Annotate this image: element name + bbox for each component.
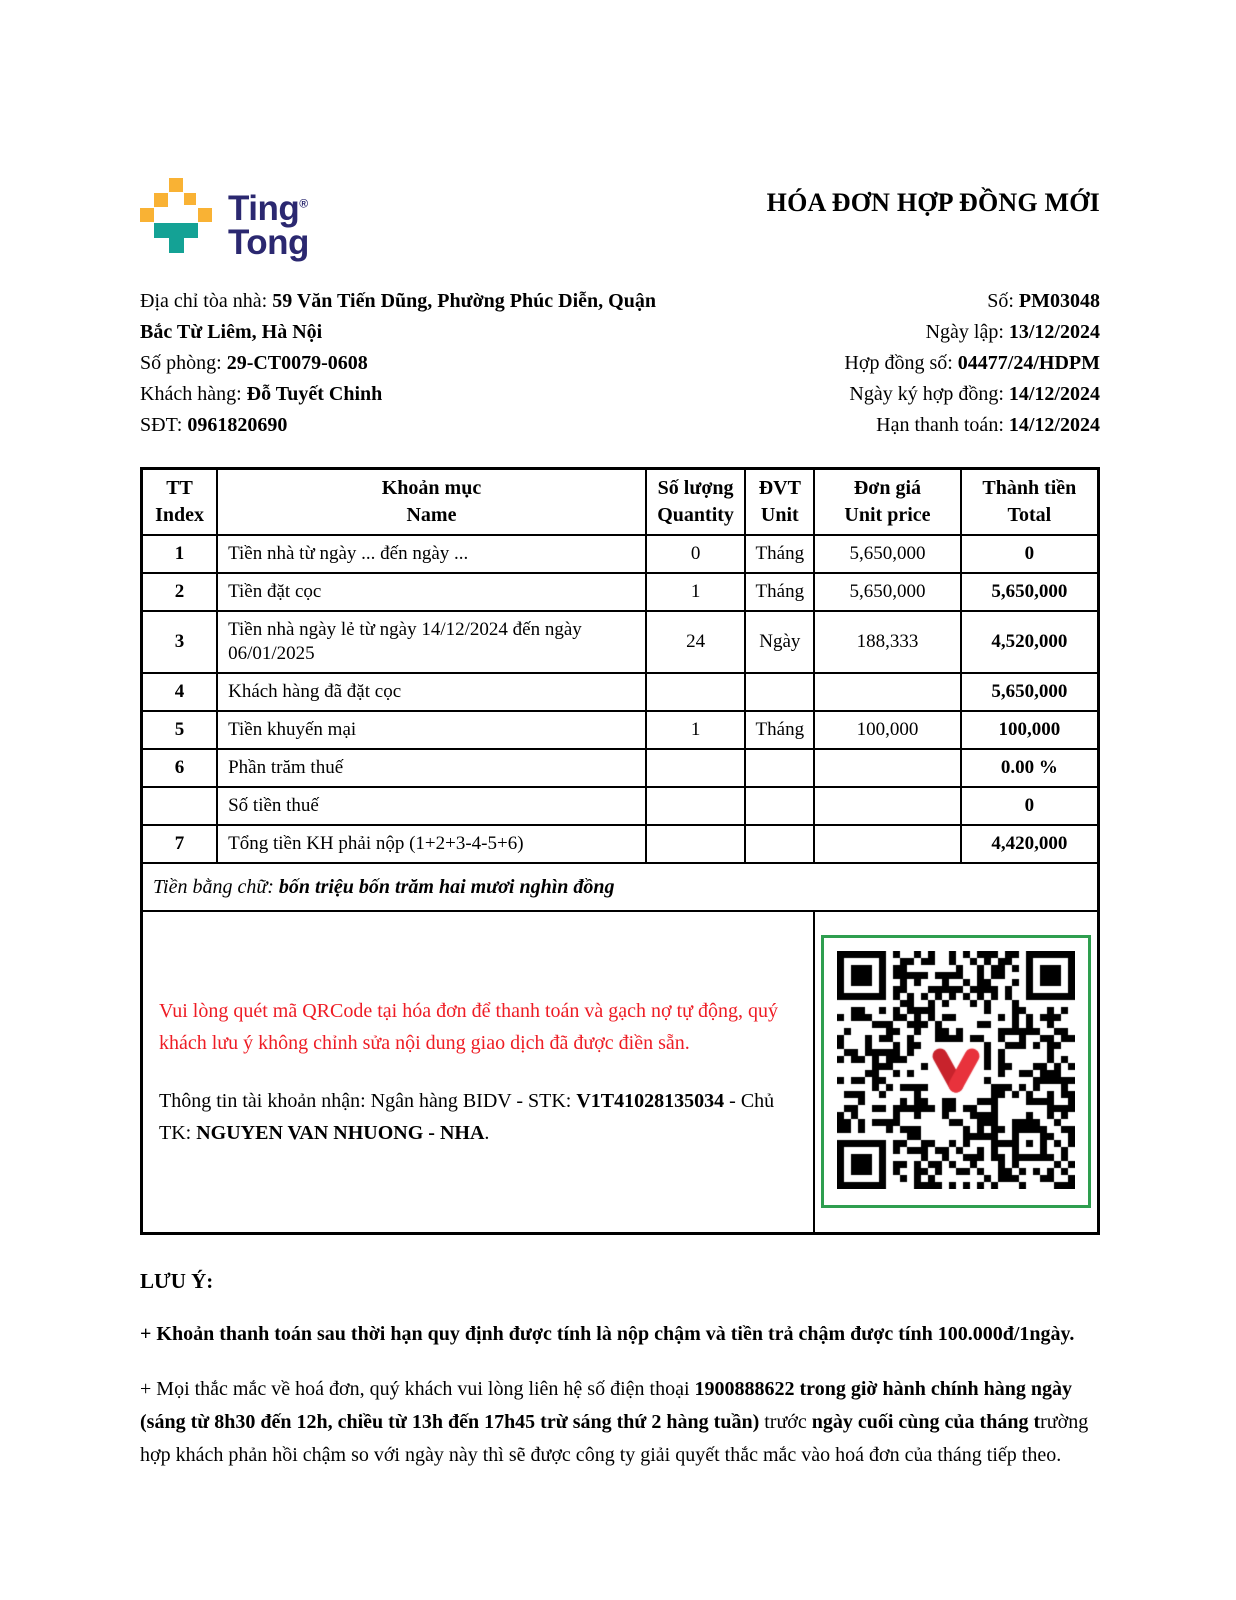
note-contact: + Mọi thắc mắc về hoá đơn, quý khách vui lòng liên hệ số điện thoại 1900888622 trong giờ hành chính hàng ngày (sáng từ 8h30 đến 12h, chiều từ 13h đến 17h45 trừ sáng thứ 2 hàng tuần) trước ngày cuối cùng của tháng trường hợp khách phản hồi chậm so với ngày này thì sẽ được công ty giải quyết thắc mắc vào hoá đơn của tháng tiếp theo. — [140, 1377, 1089, 1466]
col-header-index: TT Index — [142, 469, 218, 536]
payment-qr-code — [837, 951, 1075, 1189]
invoice-number-line: Số: PM03048 — [987, 290, 1100, 312]
table-row: 6 Phần trăm thuế 0.00 % — [142, 749, 1099, 787]
account-holder: NGUYEN VAN NHUONG - NHA — [196, 1121, 485, 1144]
qr-warning-text: Vui lòng quét mã QRCode tại hóa đơn để thanh toán và gạch nợ tự động, quý khách lưu ý không chỉnh sửa nội dung giao dịch đã được điền sẵn. — [159, 999, 779, 1054]
items-table — [140, 467, 1100, 1235]
payment-row — [142, 911, 1099, 1233]
header — [140, 176, 1100, 262]
building-address-line: Địa chỉ tòa nhà: 59 Văn Tiến Dũng, Phường Phúc Diễn, Quận Bắc Từ Liêm, Hà Nội — [140, 290, 656, 343]
table-row: 2 Tiền đặt cọc 1 Tháng 5,650,000 5,650,000 — [142, 573, 1099, 611]
col-header-name: Khoản mục Name — [217, 469, 646, 536]
table-row: 1 Tiền nhà từ ngày ... đến ngày ... 0 Tháng 5,650,000 0 — [142, 535, 1099, 573]
invoice-info — [140, 286, 1100, 441]
col-header-unit-price: Đơn giá Unit price — [814, 469, 960, 536]
payment-due-date-line: Hạn thanh toán: 14/12/2024 — [876, 414, 1100, 436]
amount-in-words: Tiền bằng chữ: bốn triệu bốn trăm hai mươi nghìn đồng — [142, 863, 1099, 911]
contract-number-line: Hợp đồng số: 04477/24/HDPM — [844, 352, 1100, 374]
customer-name-line: Khách hàng: Đỗ Tuyết Chinh — [140, 383, 383, 405]
table-header-row — [142, 469, 1099, 536]
account-info: Thông tin tài khoản nhận: Ngân hàng BIDV - STK: V1T41028135034 - Chủ TK: NGUYEN VAN NHUONG - NHA. — [159, 1089, 775, 1144]
notes-section — [140, 1265, 1100, 1472]
col-header-quantity: Số lượng Quantity — [646, 469, 746, 536]
room-number-line: Số phòng: 29-CT0079-0608 — [140, 352, 368, 374]
table-row: 7 Tổng tiền KH phải nộp (1+2+3-4-5+6) 4,420,000 — [142, 825, 1099, 863]
table-row: 3 Tiền nhà ngày lẻ từ ngày 14/12/2024 đến ngày 06/01/2025 24 Ngày 188,333 4,520,000 — [142, 611, 1099, 673]
account-number: V1T41028135034 — [576, 1089, 725, 1112]
qr-code-frame — [821, 935, 1091, 1208]
col-header-total: Thành tiền Total — [961, 469, 1099, 536]
qr-code-cell — [814, 911, 1098, 1233]
tingtong-wordmark: Ting® Tong — [228, 189, 309, 263]
notes-heading: LƯU Ý: — [140, 1268, 214, 1293]
phone-line: SĐT: 0961820690 — [140, 414, 288, 436]
table-row: 4 Khách hàng đã đặt cọc 5,650,000 — [142, 673, 1099, 711]
note-late-payment: + Khoản thanh toán sau thời hạn quy định được tính là nộp chậm và tiền trả chậm được tính 100.000đ/1ngày. — [140, 1322, 1075, 1345]
customer-info — [140, 286, 662, 441]
amount-in-words-row — [142, 863, 1099, 911]
tingtong-logo-icon — [140, 176, 212, 262]
table-row: Số tiền thuế 0 — [142, 787, 1099, 825]
col-header-unit: ĐVT Unit — [745, 469, 814, 536]
payment-instructions — [142, 911, 815, 1233]
invoice-title: HÓA ĐƠN HỢP ĐỒNG MỚI — [766, 188, 1100, 217]
registered-mark: ® — [299, 196, 308, 211]
contract-sign-date-line: Ngày ký hợp đồng: 14/12/2024 — [849, 383, 1100, 405]
issue-date-line: Ngày lập: 13/12/2024 — [925, 321, 1100, 343]
table-row: 5 Tiền khuyến mại 1 Tháng 100,000 100,000 — [142, 711, 1099, 749]
invoice-meta — [844, 286, 1100, 441]
tingtong-logo — [140, 176, 309, 262]
